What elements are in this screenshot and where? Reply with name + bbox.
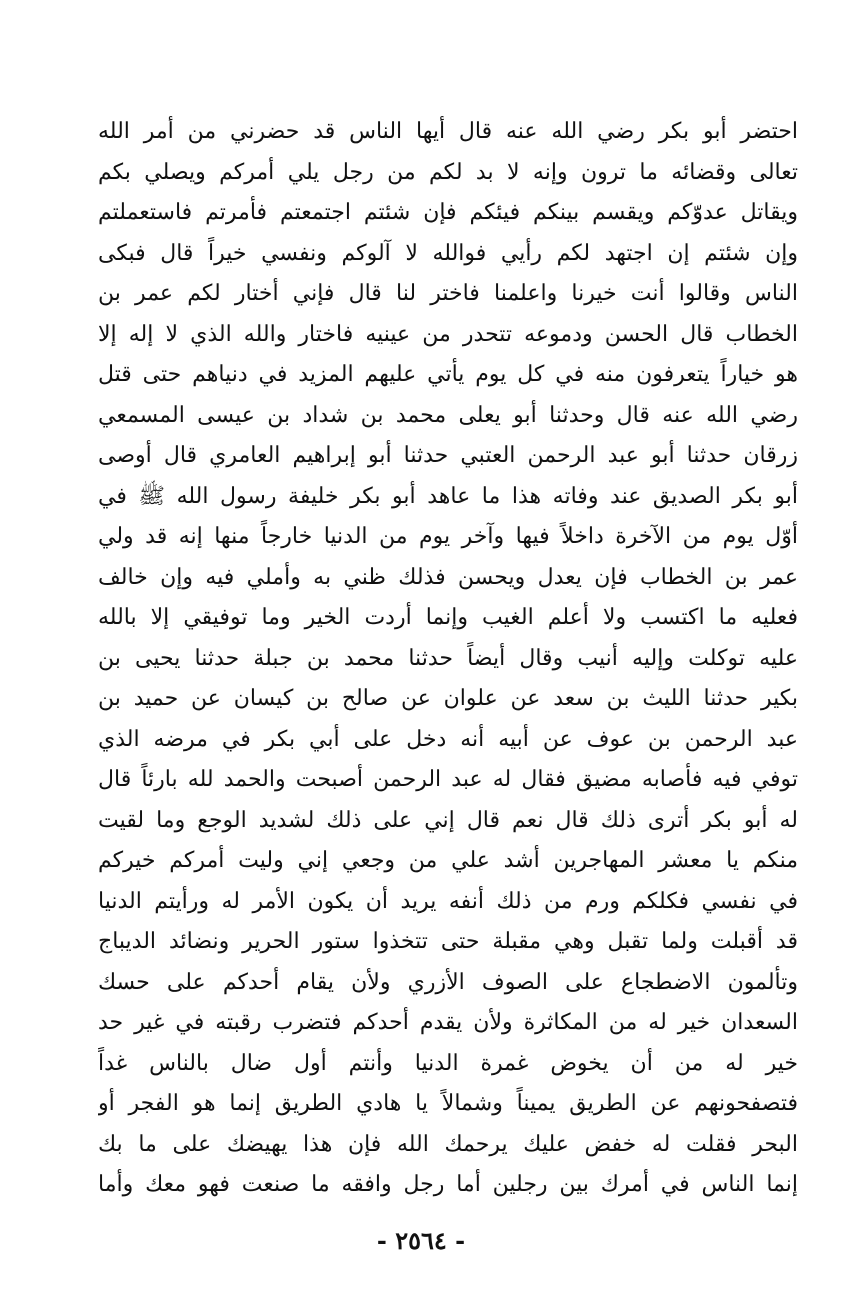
text-line: توفي فيه فأصابه مضيق فقال له عبد الرحمن أصبحت والحمد لله بارئاً قال [98, 767, 798, 792]
text-line: فتصفحونهم عن الطريق يميناً وشمالاً يا هادي الطريق إنما هو الفجر أو [98, 1091, 798, 1116]
text-line: بكير حدثنا الليث بن سعد عن علوان عن صالح بن كيسان عن حميد بن [98, 686, 798, 711]
text-line: عليه توكلت وإليه أنيب وقال أيضاً حدثنا محمد بن جبلة حدثنا يحيى بن [98, 645, 798, 671]
text-line: أوّل يوم من الآخرة داخلاً فيها وآخر يوم من الدنيا خارجاً منها إنه قد ولي [98, 524, 798, 549]
page-number: - ٢٥٦٤ - [376, 1226, 466, 1255]
text-line: وتألمون الاضطجاع على الصوف الأزري ولأن يقام أحدكم على حسك [98, 969, 798, 995]
text-line: تعالى وقضائه ما ترون وإنه لا بد لكم من رجل يلي أمركم ويصلي بكم [98, 159, 798, 185]
text-line: رضي الله عنه قال وحدثنا أبو يعلى محمد بن شداد بن عيسى المسمعي [98, 402, 798, 428]
body-text [98, 112, 798, 1206]
text-line: فعليه ما اكتسب ولا أعلم الغيب وإنما أردت الخير وما توفيقي إلا بالله [98, 605, 798, 630]
text-line: منكم يا معشر المهاجرين أشد علي من وجعي إني وليت أمركم خيركم [98, 848, 798, 873]
text-line: أبو بكر الصديق عند وفاته هذا ما عاهد أبو بكر خليفة رسول الله ﷺ في [98, 483, 798, 509]
text-line: عبد الرحمن بن عوف عن أبيه أنه دخل على أبي بكر في مرضه الذي [98, 726, 798, 752]
text-line: زرقان حدثنا أبو عبد الرحمن العتبي حدثنا أبو إبراهيم العامري قال أوصى [98, 443, 798, 468]
text-line: وإن شئتم إن اجتهد لكم رأيي فوالله لا آلوكم ونفسي خيراً قال فبكى [98, 240, 798, 266]
text-line: السعدان خير له من المكاثرة ولأن يقدم أحدكم فتضرب رقبته في غير حد [98, 1010, 798, 1035]
text-line: البحر فقلت له خفض عليك يرحمك الله فإن هذا يهيضك على ما بك [98, 1131, 798, 1157]
text-line: عمر بن الخطاب فإن يعدل ويحسن فذلك ظني به وأملي فيه وإن خالف [98, 564, 798, 590]
text-line: ويقاتل عدوّكم ويقسم بينكم فيئكم فإن شئتم اجتمعتم فأمرتم فاستعملتم [98, 200, 798, 225]
text-line: هو خياراً يتعرفون منه في كل يوم يأتي عليهم المزيد في دنياهم حتى قتل [98, 362, 798, 387]
text-line: خير له من أن يخوض غمرة الدنيا وأنتم أول ضال بالناس غداً [98, 1050, 798, 1076]
text-line: له أبو بكر أترى ذلك قال نعم قال إني على ذلك لشديد الوجع وما لقيت [98, 807, 798, 833]
text-line: الخطاب قال الحسن ودموعه تتحدر من عينيه فاختار والله الذي لا إله إلا [98, 321, 798, 347]
text-line: احتضر أبو بكر رضي الله عنه قال أيها الناس قد حضرني من أمر الله [98, 119, 798, 144]
text-line: في نفسي فكلكم ورم من ذلك أنفه يريد أن يكون الأمر له ورأيتم الدنيا [98, 888, 798, 914]
text-line: إنما الناس في أمرك بين رجلين أما رجل وافقه ما صنعت فهو معك وأما [98, 1172, 798, 1197]
text-line: قد أقبلت ولما تقبل وهي مقبلة حتى تتخذوا ستور الحرير ونضائد الديباج [98, 929, 798, 954]
text-line: الناس وقالوا أنت خيرنا واعلمنا فاختر لنا قال فإني أختار لكم عمر بن [98, 281, 798, 306]
